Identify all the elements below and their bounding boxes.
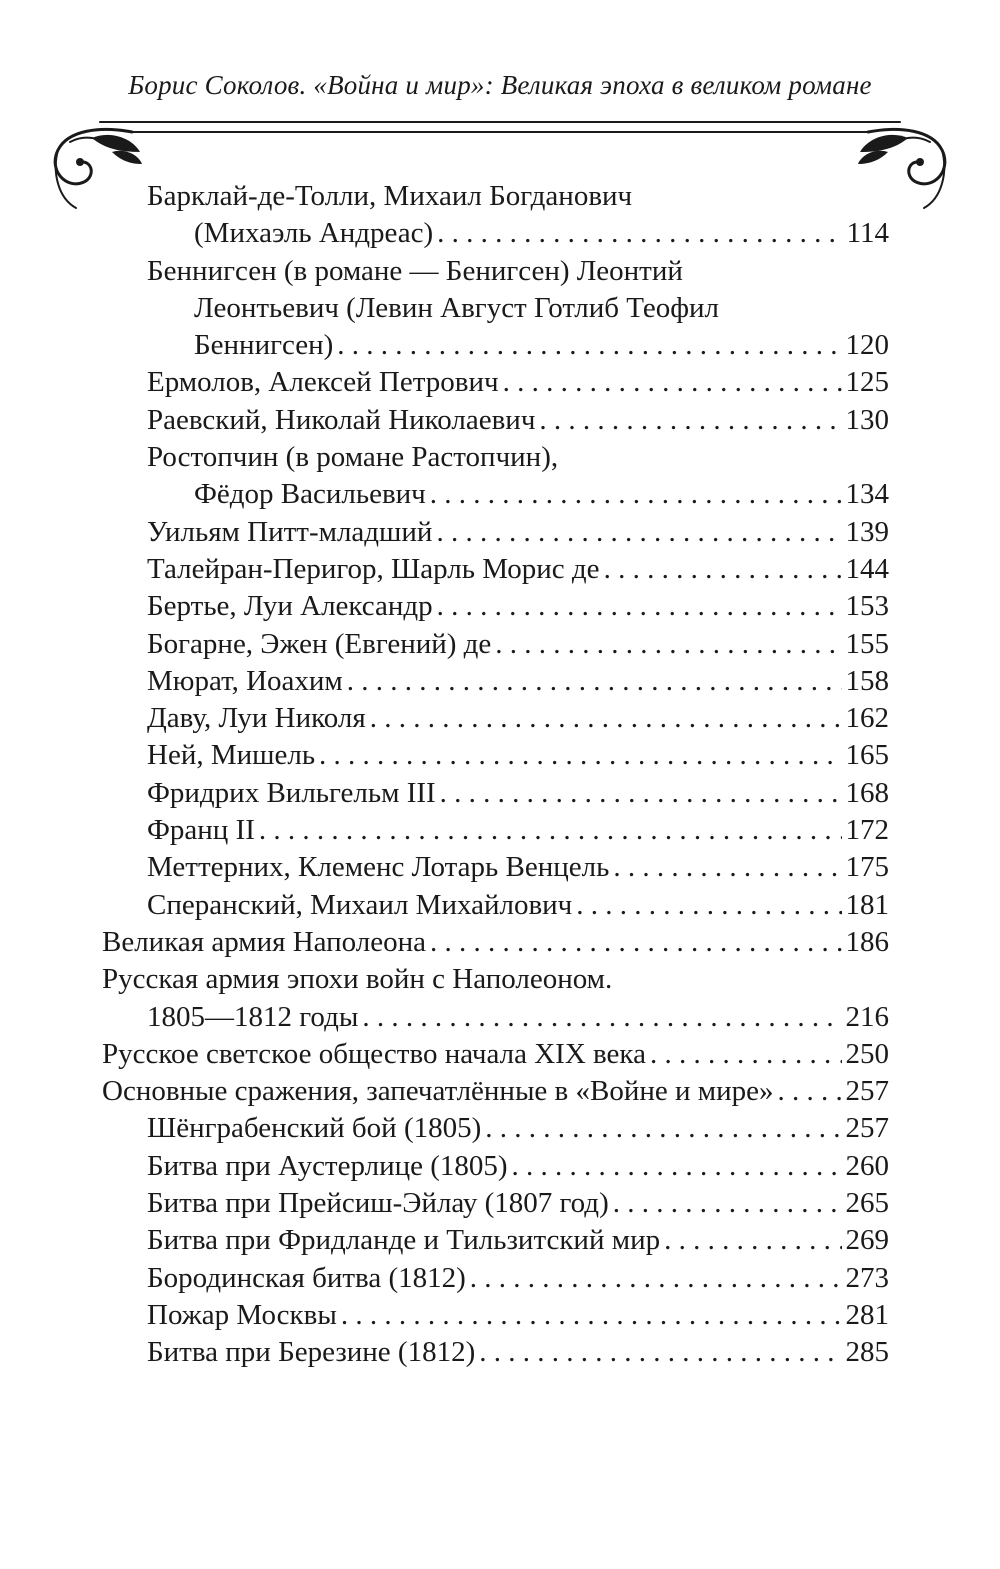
toc-entry-line [102, 961, 889, 998]
toc-entry-line [102, 887, 889, 924]
toc-entry-title: Сперанский, Михаил Михайлович [147, 888, 573, 921]
toc-entry-line [102, 775, 889, 812]
toc-entry-title: Беннигсен (в романе — Бенигсен) Леонтий [147, 254, 683, 287]
toc-entry-line [102, 626, 889, 663]
toc-entry [102, 253, 889, 365]
toc-entry [102, 1222, 889, 1259]
toc-entry [102, 700, 889, 737]
toc-entry-line [102, 999, 889, 1036]
toc-entry-line [102, 924, 889, 961]
toc-entry-line [102, 1036, 889, 1073]
dot-leader [664, 1222, 841, 1259]
dot-leader [650, 1036, 842, 1073]
dot-leader [604, 551, 842, 588]
toc-entry-line [102, 1110, 889, 1147]
toc-page-number: 125 [845, 366, 889, 399]
toc-page-number: 285 [845, 1336, 889, 1369]
toc-page-number: 250 [845, 1037, 889, 1070]
toc-entry-title: Битва при Фридланде и Тильзитский мир [147, 1224, 661, 1257]
dot-leader [440, 775, 842, 812]
dot-leader [503, 364, 842, 401]
toc-page-number: 175 [845, 851, 889, 884]
toc-page-number: 181 [845, 888, 889, 921]
toc-entry [102, 924, 889, 961]
toc-entry [102, 551, 889, 588]
toc-entry [102, 737, 889, 774]
toc-entry [102, 812, 889, 849]
toc-entry-title: Фридрих Вильгельм III [147, 776, 436, 809]
toc-entry [102, 775, 889, 812]
toc-entry-line [102, 588, 889, 625]
toc-page-number: 257 [845, 1075, 889, 1108]
toc-entry-line [102, 215, 889, 252]
toc-entry-title: Уильям Питт-младший [147, 515, 433, 548]
toc-entry-title: (Михаэль Андреас) [194, 217, 434, 250]
toc-entry-line [102, 402, 889, 439]
dot-leader [319, 737, 841, 774]
toc-page-number: 120 [845, 329, 889, 362]
toc-entry-title: 1805—1812 годы [147, 1000, 359, 1033]
toc-entry-title: Бертье, Луи Александр [147, 590, 433, 623]
toc-entry-title: Леонтьевич (Левин Август Готлиб Теофил [194, 291, 720, 324]
toc-page-number: 281 [845, 1298, 889, 1331]
toc-entry-title: Талейран-Перигор, Шарль Морис де [147, 552, 600, 585]
dot-leader [430, 924, 841, 961]
dot-leader [576, 887, 841, 924]
toc-entry-title: Барклай-де-Толли, Михаил Богданович [147, 180, 633, 212]
toc-entry-line [102, 737, 889, 774]
toc-page-number: 165 [845, 739, 889, 772]
toc-entry-line [102, 476, 889, 513]
toc-page-number: 144 [845, 552, 889, 585]
toc-entry [102, 1260, 889, 1297]
table-of-contents [102, 178, 889, 1372]
running-head-title: Борис Соколов. «Война и мир»: Великая эпоха в великом романе [128, 70, 872, 100]
toc-entry-line [102, 364, 889, 401]
toc-entry [102, 1148, 889, 1185]
toc-entry-title: Ней, Мишель [147, 739, 316, 772]
dot-leader [539, 402, 841, 439]
toc-entry-line [102, 812, 889, 849]
toc-entry [102, 178, 889, 253]
toc-entry-title: Основные сражения, запечатлённые в «Войне и мире» [102, 1075, 774, 1108]
dot-leader [485, 1110, 841, 1147]
toc-page-number: 134 [845, 478, 889, 511]
toc-entry-line [102, 1260, 889, 1297]
dot-leader [362, 999, 841, 1036]
toc-page-number: 153 [845, 590, 889, 623]
toc-entry-line [102, 663, 889, 700]
toc-entry-title: Ермолов, Алексей Петрович [147, 366, 499, 399]
toc-entry-line [102, 439, 889, 476]
toc-entry-title: Бородинская битва (1812) [147, 1261, 466, 1294]
toc-entry [102, 402, 889, 439]
toc-entry-title: Фёдор Васильевич [194, 478, 426, 511]
dot-leader [437, 215, 842, 252]
toc-entry-line [102, 290, 889, 327]
toc-entry-title: Беннигсен) [194, 329, 334, 362]
dot-leader [613, 849, 841, 886]
toc-entry-line [102, 700, 889, 737]
toc-entry [102, 588, 889, 625]
toc-entry-line [102, 327, 889, 364]
toc-entry [102, 1073, 889, 1110]
toc-entry [102, 514, 889, 551]
dot-leader [778, 1073, 842, 1110]
toc-page-number: 114 [846, 217, 889, 250]
toc-entry [102, 849, 889, 886]
toc-entry-title: Богарне, Эжен (Евгений) де [147, 627, 492, 660]
toc-entry-line [102, 1185, 889, 1222]
dot-leader [613, 1185, 842, 1222]
dot-leader [341, 1297, 842, 1334]
toc-entry-title: Пожар Москвы [147, 1298, 337, 1331]
toc-entry [102, 1185, 889, 1222]
toc-entry-title: Меттерних, Клеменс Лотарь Венцель [147, 851, 610, 884]
toc-page-number: 158 [845, 664, 889, 697]
toc-page-number: 269 [845, 1224, 889, 1257]
toc-entry-line [102, 1073, 889, 1110]
toc-entry [102, 1036, 889, 1073]
toc-entry [102, 1334, 889, 1371]
toc-page-number: 265 [845, 1187, 889, 1220]
dot-leader [437, 588, 842, 625]
toc-entry [102, 887, 889, 924]
toc-entry-line [102, 1148, 889, 1185]
toc-page-number: 130 [845, 403, 889, 436]
toc-entry-title: Великая армия Наполеона [102, 925, 427, 958]
toc-entry-title: Битва при Березине (1812) [147, 1336, 476, 1369]
toc-entry-line [102, 1334, 889, 1371]
dot-leader [370, 700, 842, 737]
toc-entry [102, 364, 889, 401]
toc-entry-line [102, 253, 889, 290]
dot-leader [512, 1148, 842, 1185]
toc-entry-line [102, 1297, 889, 1334]
dot-leader [470, 1260, 842, 1297]
toc-entry-title: Шёнграбенский бой (1805) [147, 1112, 482, 1145]
toc-entry [102, 663, 889, 700]
toc-entry-line [102, 849, 889, 886]
toc-page-number: 273 [845, 1261, 889, 1294]
toc-page-number: 257 [845, 1112, 889, 1145]
dot-leader [337, 327, 841, 364]
toc-page-number: 260 [845, 1149, 889, 1182]
toc-page-number: 186 [845, 925, 889, 958]
toc-entry-title: Битва при Прейсиш-Эйлау (1807 год) [147, 1187, 609, 1220]
toc-entry-title: Русское светское общество начала XIX века [102, 1037, 646, 1070]
dot-leader [479, 1334, 841, 1371]
toc-entry-title: Мюрат, Иоахим [147, 664, 343, 697]
toc-page-number: 168 [845, 776, 889, 809]
dot-leader [347, 663, 842, 700]
toc-entry-title: Раевский, Николай Николаевич [147, 403, 536, 436]
dot-leader [436, 514, 841, 551]
toc-entry [102, 961, 889, 1036]
toc-entry-title: Даву, Луи Николя [147, 702, 366, 735]
toc-page-number: 216 [845, 1000, 889, 1033]
dot-leader [430, 476, 842, 513]
toc-entry-title: Ростопчин (в романе Растопчин), [147, 441, 559, 474]
toc-entry-title: Русская армия эпохи войн с Наполеоном. [102, 963, 613, 996]
toc-entry [102, 1297, 889, 1334]
toc-entry-line [102, 551, 889, 588]
toc-entry [102, 1110, 889, 1147]
dot-leader [259, 812, 842, 849]
toc-page-number: 172 [845, 814, 889, 847]
dot-leader [495, 626, 841, 663]
toc-entry-title: Битва при Аустерлице (1805) [147, 1149, 508, 1182]
toc-entry [102, 439, 889, 514]
toc-page-number: 139 [845, 515, 889, 548]
toc-entry [102, 626, 889, 663]
toc-page-number: 162 [845, 702, 889, 735]
toc-entry-line [102, 178, 889, 215]
toc-page-number: 155 [845, 627, 889, 660]
toc-entry-title: Франц II [147, 814, 255, 847]
toc-entry-line [102, 1222, 889, 1259]
toc-entry-line [102, 514, 889, 551]
